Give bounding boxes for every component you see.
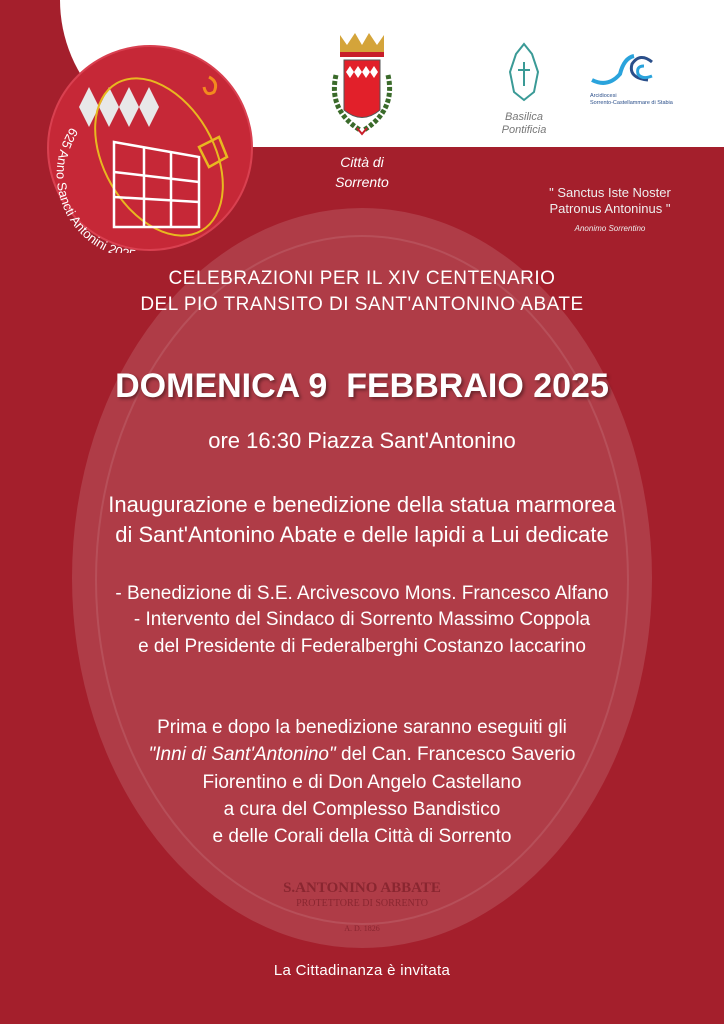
- music-text: Prima e dopo la benedizione saranno eseguiti gli: [157, 717, 567, 738]
- music-text: a cura del Complesso Bandistico: [223, 799, 501, 820]
- inauguration-text: Inaugurazione e benedizione della statua marmorea: [108, 492, 616, 517]
- svg-text:625 Anno Sancti Antonini 2025: 625 Anno Sancti Antonini 20: [53, 125, 125, 253]
- event-time-place: ore 16:30 Piazza Sant'Antonino: [208, 428, 516, 453]
- music-text: "Inni di Sant'Antonino" del Can. Francesco Saverio: [148, 744, 576, 765]
- engraving-caption: PROTETTORE DI SORRENTO: [296, 898, 428, 909]
- city-name: Città di Sorrento: [335, 154, 389, 190]
- program-item: - Benedizione di S.E. Arcivescovo Mons. Francesco Alfano: [115, 583, 609, 604]
- event-date: DOMENICA 9 FEBBRAIO 2025: [115, 367, 609, 405]
- music-text: e delle Corali della Città di Sorrento: [212, 826, 512, 847]
- invitation-footer: La Cittadinanza è invitata: [273, 962, 451, 979]
- coat-of-arms-icon: [322, 30, 402, 145]
- program-item: - Intervento del Sindaco di Sorrento Massimo Coppola: [133, 609, 591, 630]
- engraving-caption: A. D. 1826: [344, 924, 380, 933]
- archdiocese-emblem-icon: [590, 52, 660, 88]
- music-text: Fiorentino e di Don Angelo Castellano: [202, 772, 522, 793]
- title-line: CELEBRAZIONI PER IL XIV CENTENARIO: [168, 268, 556, 289]
- basilica-emblem-icon: [504, 42, 544, 102]
- basilica-logo: Basilica Pontificia: [492, 42, 556, 137]
- title-line: DEL PIO TRANSITO DI SANT'ANTONINO ABATE: [140, 294, 584, 315]
- inauguration-text: di Sant'Antonino Abate e delle lapidi a Lui dedicate: [115, 522, 609, 547]
- jubilee-logo-icon: [49, 47, 255, 253]
- city-coat-of-arms: [322, 30, 402, 145]
- motto-quote: " Sanctus Iste Noster Patronus Antoninus " Anonimo Sorrentino: [549, 185, 671, 233]
- engraving-frame: [95, 235, 629, 925]
- engraving-caption: S.ANTONINO ABBATE: [283, 880, 441, 896]
- jubilee-logo: [47, 45, 253, 251]
- archdiocese-logo: Arcidiocesi Sorrento-Castellammare di Stabia: [590, 52, 690, 107]
- program-item: e del Presidente di Federalberghi Costanzo Iaccarino: [138, 636, 586, 657]
